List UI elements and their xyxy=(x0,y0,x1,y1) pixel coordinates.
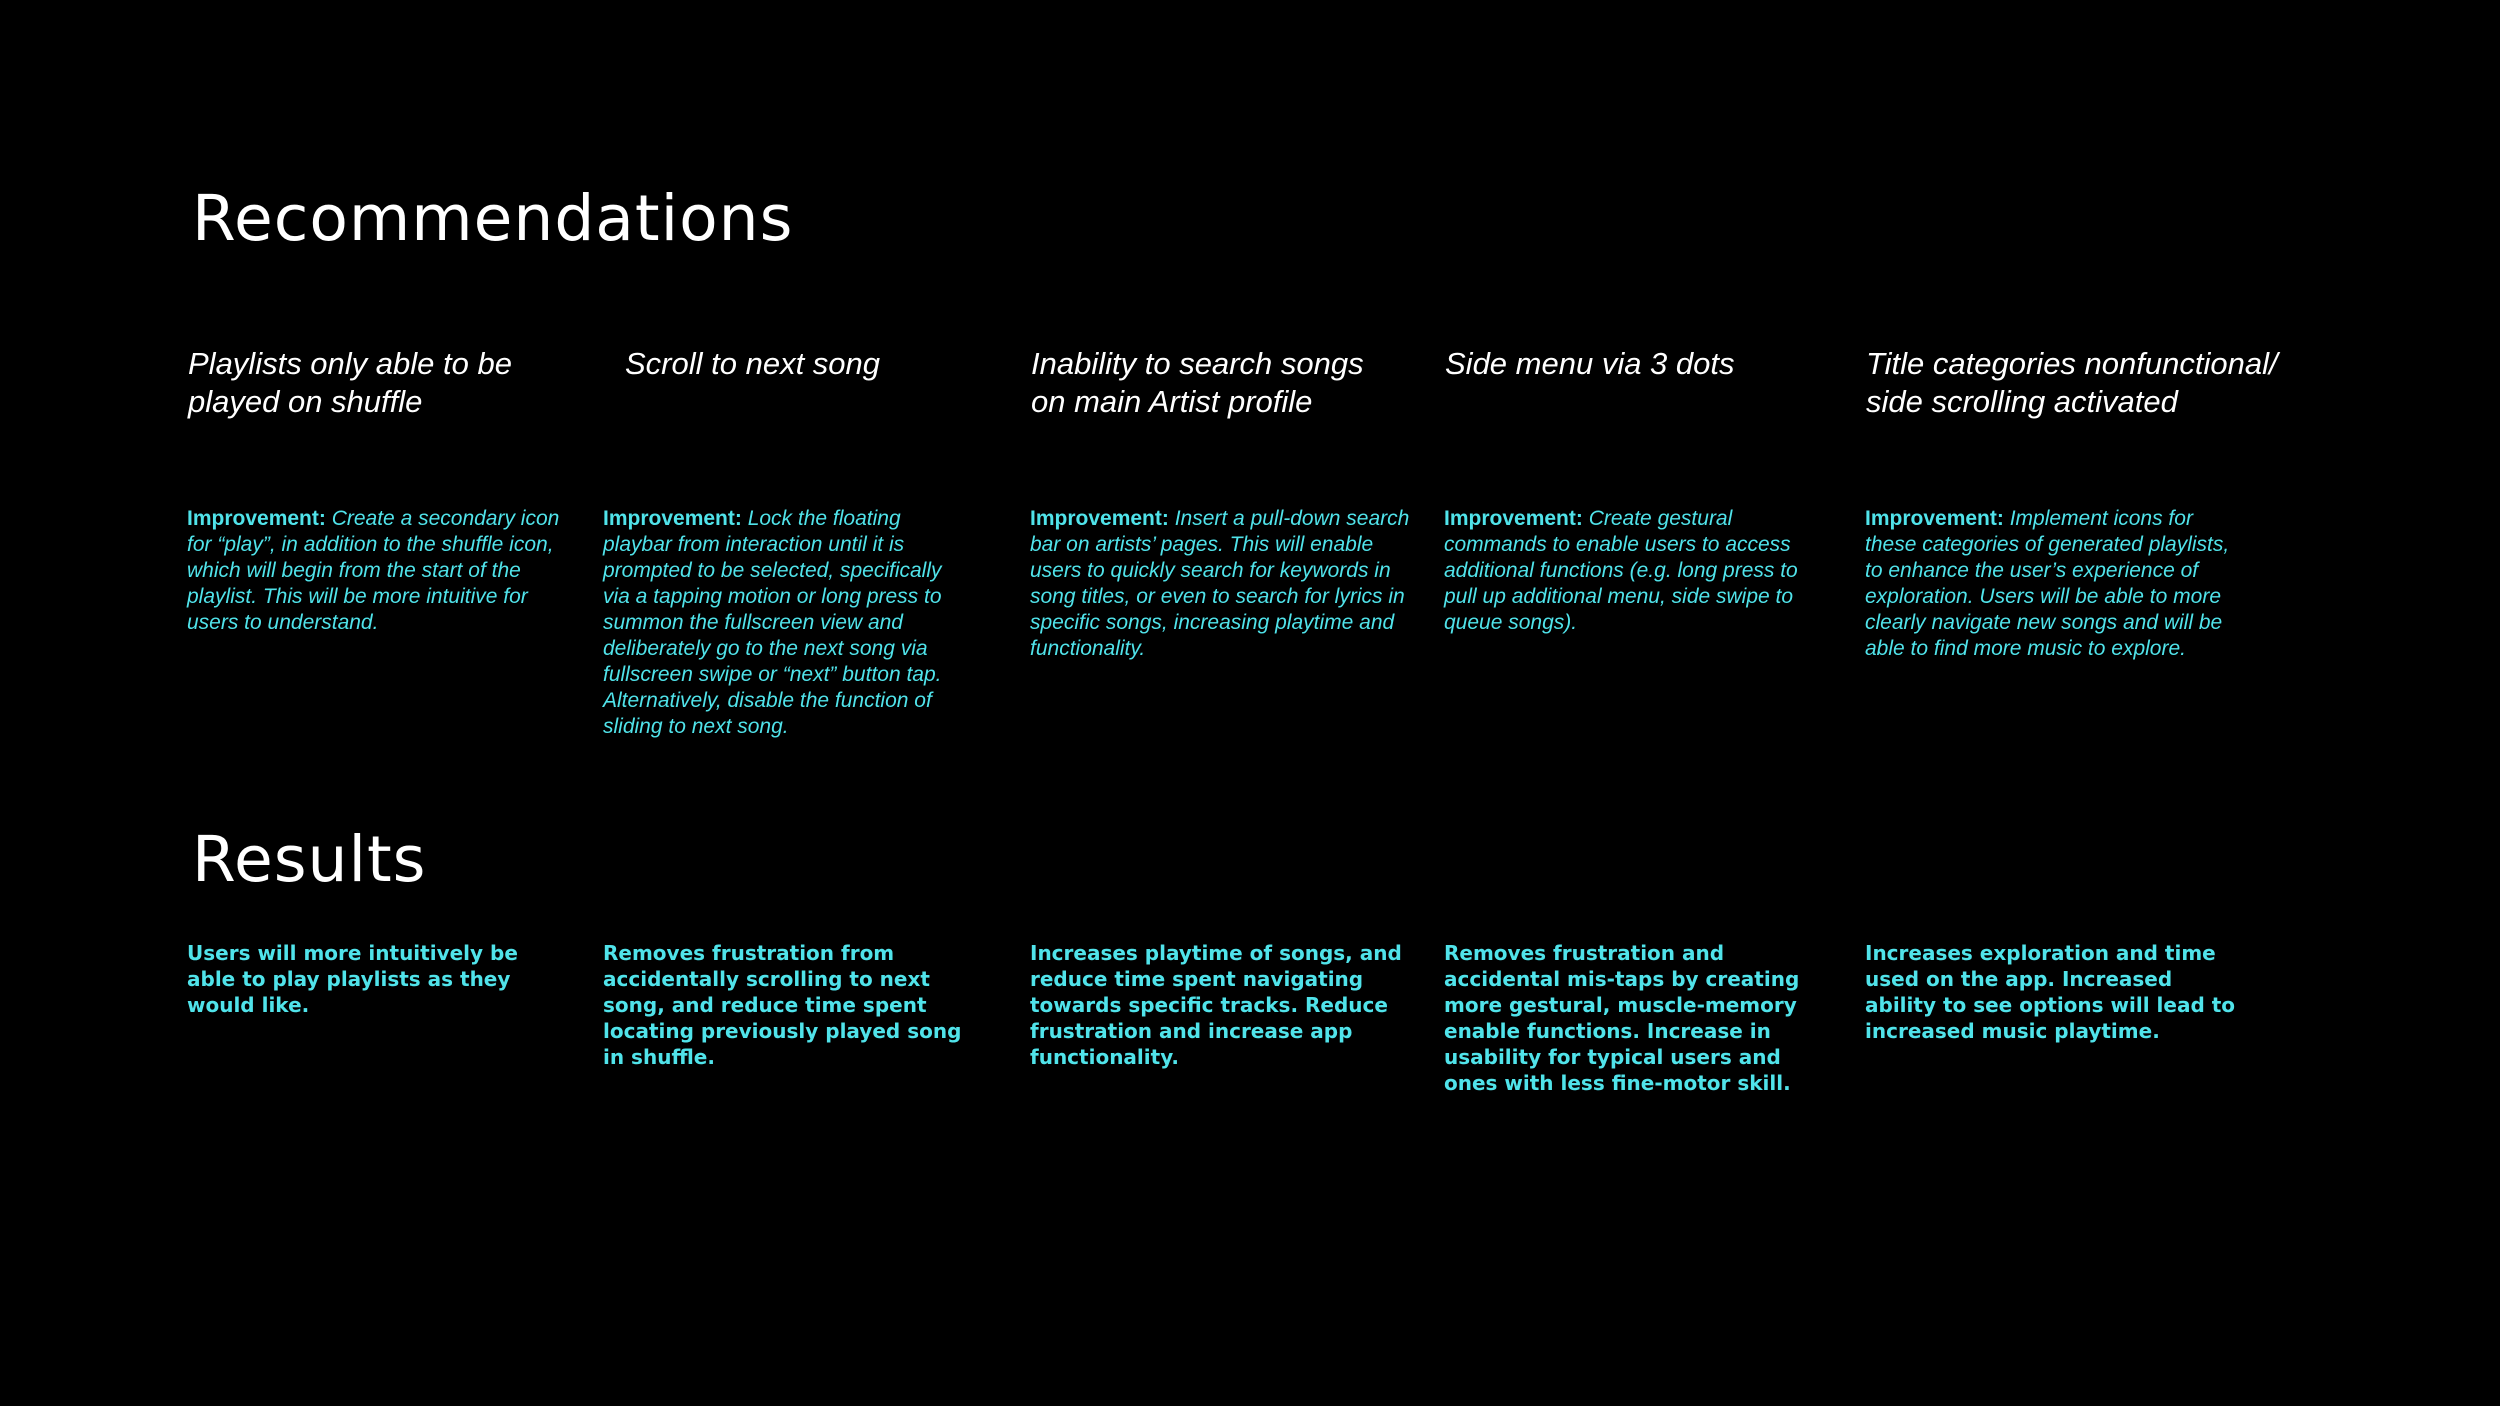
recommendations-heading: Recommendations xyxy=(192,182,794,255)
result-side-menu: Removes frustration and accidental mis-taps by creating more gestural, muscle-memory enable functions. Increase in usability for typical users and ones with less fine-motor skill. xyxy=(1444,941,1800,1095)
improvement-text: Lock the floating playbar from interaction until it is prompted to be selected, specifically via a tapping motion or long press to summon the fullscreen view and deliberately go to the next song via fullscreen swipe or “next” button tap. Alternatively, disable the function of sliding to next song. xyxy=(603,507,942,738)
issue-title-side-menu: Side menu via 3 dots xyxy=(1445,346,1735,381)
issue-title-scroll-next-song: Scroll to next song xyxy=(625,346,881,381)
issue-title-title-categories: Title categories nonfunctional/ side scrolling activated xyxy=(1866,346,2278,419)
result-title-categories: Increases exploration and time used on the app. Increased ability to see options will lead to increased music playtime. xyxy=(1865,941,2236,1043)
result-playlists-shuffle: Users will more intuitively be able to play playlists as they would like. xyxy=(187,941,518,1017)
improvement-text: Create gestural commands to enable users to access additional functions (e.g. long press to pull up additional menu, side swipe to queue songs). xyxy=(1444,507,1798,634)
result-scroll-next-song: Removes frustration from accidentally scrolling to next song, and reduce time spent locating previously played song in shuffle. xyxy=(603,941,962,1069)
improvement-artist-search xyxy=(1030,506,1410,662)
improvement-text: Create a secondary icon for “play”, in addition to the shuffle icon, which will begin from the start of the playlist. This will be more intuitive for users to understand. xyxy=(187,507,560,634)
improvement-text: Insert a pull-down search bar on artists’ pages. This will enable users to quickly search for keywords in song titles, or even to search for lyrics in specific songs, increasing playtime and functionality. xyxy=(1030,507,1410,660)
improvement-scroll-next-song xyxy=(603,506,973,740)
improvement-label: Improvement: xyxy=(1865,507,2004,530)
improvement-label: Improvement: xyxy=(603,507,742,530)
results-heading: Results xyxy=(192,823,427,896)
improvement-label: Improvement: xyxy=(1444,507,1583,530)
issue-title-artist-search: Inability to search songs on main Artist profile xyxy=(1031,346,1364,419)
improvement-label: Improvement: xyxy=(1030,507,1169,530)
issue-title-playlists-shuffle: Playlists only able to be played on shuffle xyxy=(188,346,512,419)
result-artist-search: Increases playtime of songs, and reduce time spent navigating towards specific tracks. Reduce frustration and increase app functionality. xyxy=(1030,941,1402,1069)
improvement-playlists-shuffle xyxy=(187,506,562,636)
improvement-title-categories xyxy=(1865,506,2245,662)
improvement-side-menu xyxy=(1444,506,1829,636)
improvement-text: Implement icons for these categories of generated playlists, to enhance the user’s experience of exploration. Users will be able to more clearly navigate new songs and will be able to find more music to explore. xyxy=(1865,507,2230,660)
improvement-label: Improvement: xyxy=(187,507,326,530)
